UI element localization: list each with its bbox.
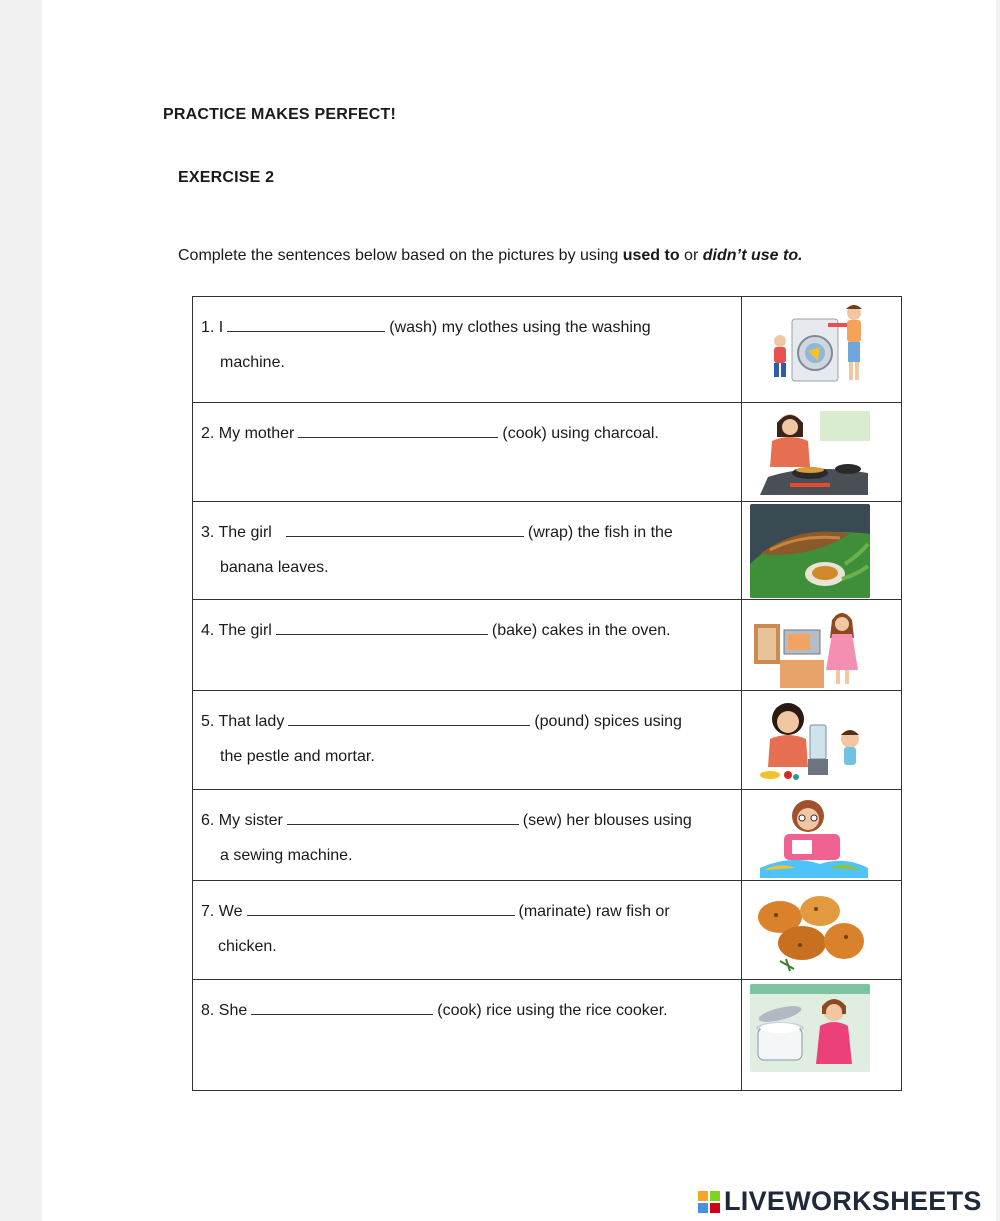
instruction-used-to: used to bbox=[622, 247, 680, 264]
sentence-start: 2. My mother bbox=[201, 425, 295, 442]
sentence-start: 5. That lady bbox=[201, 713, 285, 730]
sentence-end: (wash) my clothes using the washing bbox=[389, 319, 651, 336]
table-row bbox=[193, 790, 902, 881]
sentence-continuation: a sewing machine. bbox=[220, 847, 353, 864]
sentence-end: (sew) her blouses using bbox=[522, 812, 692, 829]
picture-cell bbox=[742, 502, 902, 600]
exercise-heading: EXERCISE 2 bbox=[178, 169, 275, 186]
sentence-start: 4. The girl bbox=[201, 622, 272, 639]
instruction-or: or bbox=[679, 247, 703, 264]
sentence-cell bbox=[193, 790, 742, 881]
sentence-end: (cook) using charcoal. bbox=[502, 425, 659, 442]
sentence-continuation bbox=[193, 1021, 741, 1036]
sentence-continuation: chicken. bbox=[218, 938, 277, 955]
left-margin-strip bbox=[0, 0, 42, 1221]
blender-spices-picture bbox=[750, 695, 870, 783]
marinated-chicken-picture bbox=[750, 885, 870, 973]
logo-text: LIVEWORKSHEETS bbox=[724, 1186, 982, 1216]
picture-cell bbox=[742, 691, 902, 790]
right-margin-strip bbox=[996, 0, 1000, 1221]
sentence-end: (wrap) the fish in the bbox=[527, 524, 673, 541]
answer-blank[interactable] bbox=[288, 713, 530, 726]
charcoal-cooking-picture bbox=[750, 407, 870, 495]
sentence-start: 1. I bbox=[201, 319, 224, 336]
table-row bbox=[193, 600, 902, 691]
sentence-continuation: banana leaves. bbox=[220, 559, 329, 576]
sentence-end: (marinate) raw fish or bbox=[518, 903, 670, 920]
sentence-start: 7. We bbox=[201, 903, 243, 920]
sentence-cell bbox=[193, 297, 742, 403]
sentence-end: (bake) cakes in the oven. bbox=[491, 622, 671, 639]
sentence-cell bbox=[193, 403, 742, 502]
table-row bbox=[193, 691, 902, 790]
instruction-lead: Complete the sentences below based on the pictures by using bbox=[178, 247, 623, 264]
exercise-table bbox=[192, 296, 902, 1091]
picture-cell bbox=[742, 881, 902, 980]
washing-machine-picture bbox=[750, 301, 870, 389]
answer-blank[interactable] bbox=[298, 425, 498, 438]
sentence-cell bbox=[193, 502, 742, 600]
instruction-text bbox=[178, 247, 803, 265]
sentence-end: (cook) rice using the rice cooker. bbox=[437, 1002, 668, 1019]
sentence-end: (pound) spices using bbox=[534, 713, 682, 730]
sentence-cell bbox=[193, 691, 742, 790]
sentence-continuation bbox=[193, 641, 741, 656]
table-row bbox=[193, 403, 902, 502]
sentence-cell bbox=[193, 881, 742, 980]
liveworksheets-logo bbox=[698, 1186, 982, 1217]
answer-blank[interactable] bbox=[247, 903, 515, 916]
sentence-start: 6. My sister bbox=[201, 812, 283, 829]
picture-cell bbox=[742, 980, 902, 1091]
logo-squares-icon bbox=[698, 1191, 720, 1213]
table-row bbox=[193, 297, 902, 403]
picture-cell bbox=[742, 790, 902, 881]
sentence-cell bbox=[193, 980, 742, 1091]
worksheet-title: PRACTICE MAKES PERFECT! bbox=[163, 106, 397, 123]
fish-banana-leaf-picture bbox=[750, 504, 870, 598]
answer-blank[interactable] bbox=[286, 524, 524, 537]
baking-oven-picture bbox=[750, 604, 870, 688]
picture-cell bbox=[742, 600, 902, 691]
sentence-continuation bbox=[193, 444, 741, 459]
sentence-continuation: the pestle and mortar. bbox=[220, 748, 375, 765]
table-row bbox=[193, 502, 902, 600]
rice-cooker-picture bbox=[750, 984, 870, 1072]
table-row bbox=[193, 881, 902, 980]
instruction-didnt-use-to: didn’t use to. bbox=[702, 247, 803, 264]
table-row bbox=[193, 980, 902, 1091]
sentence-start: 3. The girl bbox=[201, 524, 272, 541]
answer-blank[interactable] bbox=[287, 812, 519, 825]
sentence-start: 8. She bbox=[201, 1002, 248, 1019]
answer-blank[interactable] bbox=[227, 319, 385, 332]
sentence-continuation: machine. bbox=[220, 354, 285, 371]
sentence-cell bbox=[193, 600, 742, 691]
picture-cell bbox=[742, 403, 902, 502]
sewing-machine-picture bbox=[750, 794, 870, 878]
answer-blank[interactable] bbox=[251, 1002, 433, 1015]
answer-blank[interactable] bbox=[276, 622, 488, 635]
picture-cell bbox=[742, 297, 902, 403]
